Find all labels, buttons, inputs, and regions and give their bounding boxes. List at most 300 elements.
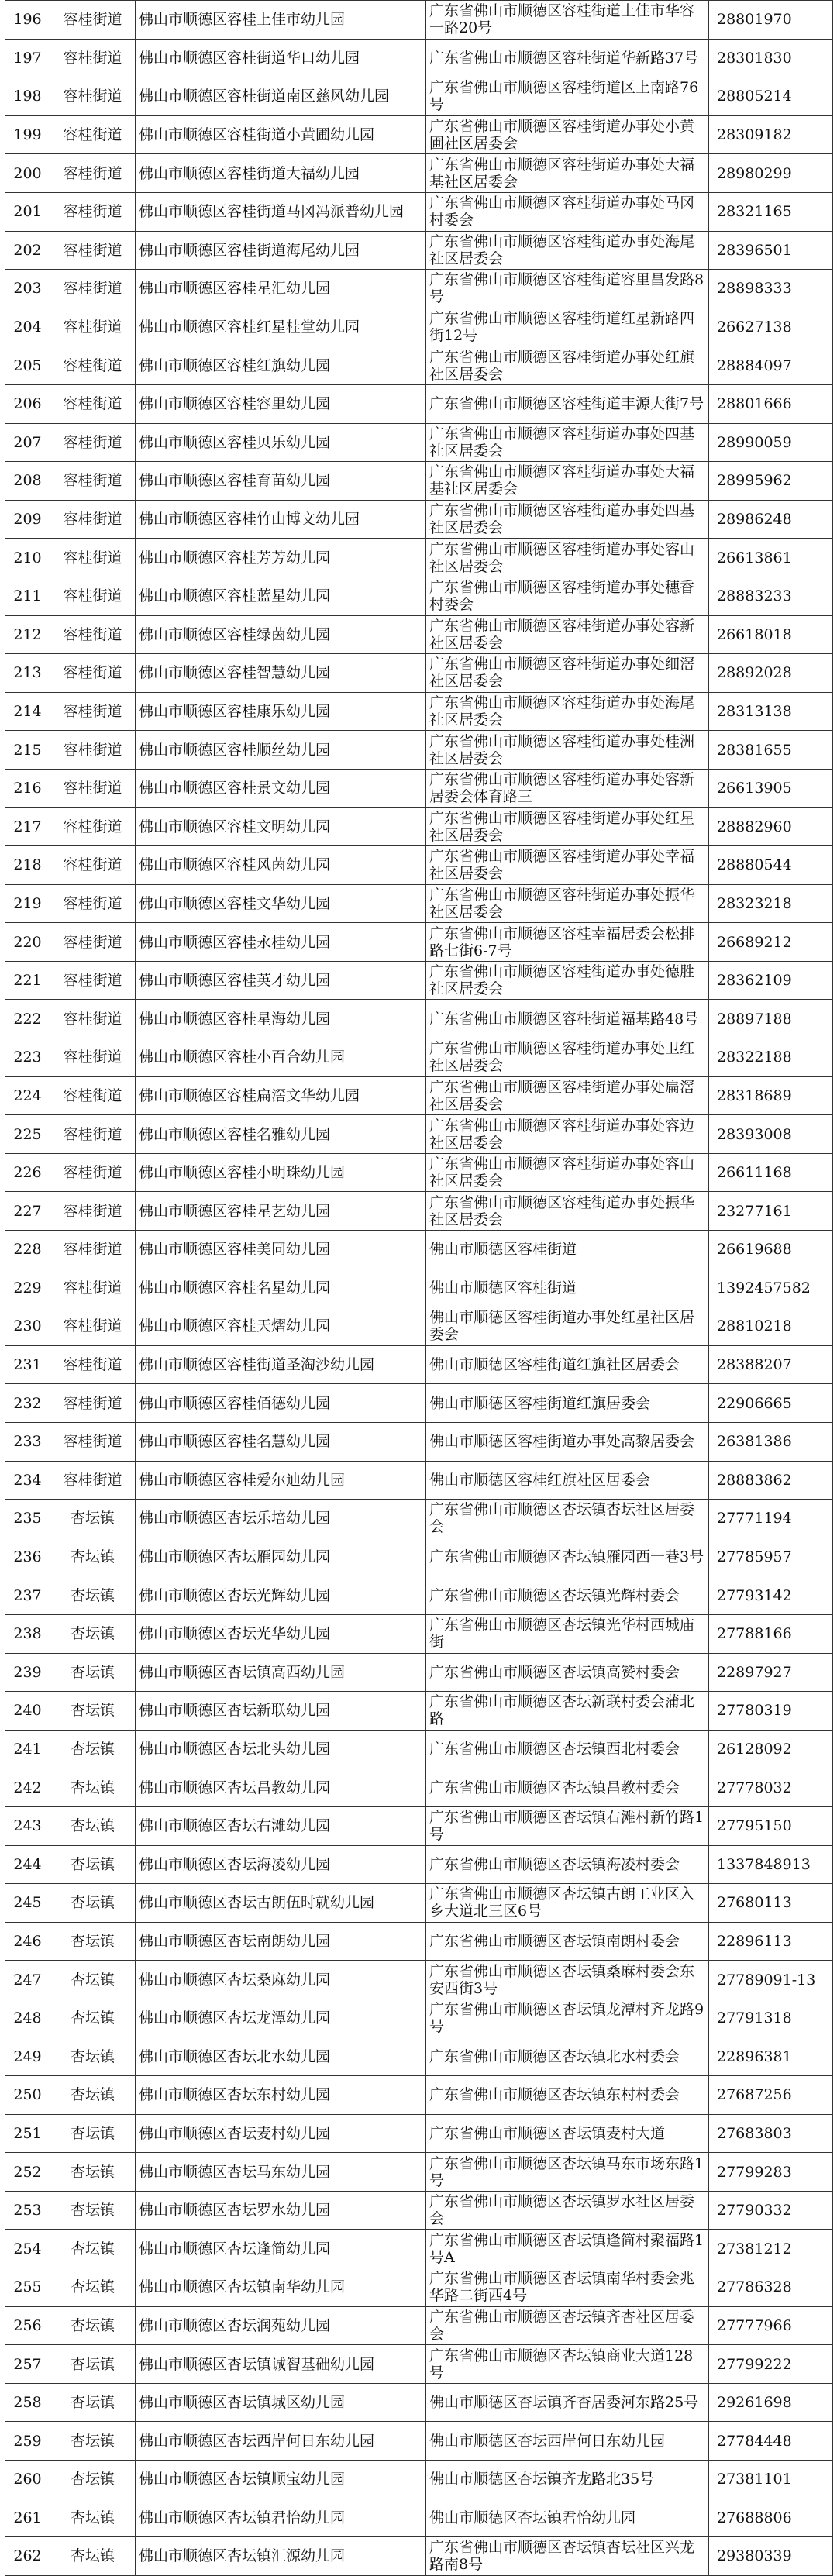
- kindergarten-name-cell: 佛山市顺德区杏坛润苑幼儿园: [136, 2306, 426, 2345]
- street-cell: 容桂街道: [50, 384, 136, 423]
- table-row: [5, 77, 833, 116]
- kindergarten-name-cell: 佛山市顺德区杏坛镇汇源幼儿园: [136, 2537, 426, 2576]
- address-cell: 佛山市顺德区杏坛镇齐龙路北35号: [426, 2461, 709, 2499]
- address-cell: 广东省佛山市顺德区杏坛镇右滩村新竹路1号: [426, 1806, 709, 1845]
- kindergarten-name-cell: 佛山市顺德区容桂小百合幼儿园: [136, 1038, 426, 1077]
- table-row: [5, 2461, 833, 2499]
- table-row: [5, 1422, 833, 1461]
- kindergarten-name-cell: 佛山市顺德区容桂竹山博文幼儿园: [136, 500, 426, 539]
- street-cell: 容桂街道: [50, 77, 136, 116]
- row-number-cell: 210: [5, 539, 50, 577]
- address-cell: 广东省佛山市顺德区容桂街道办事处容边社区居委会: [426, 1115, 709, 1154]
- address-cell: 广东省佛山市顺德区杏坛镇高赞村委会: [426, 1653, 709, 1692]
- row-number-cell: 251: [5, 2114, 50, 2153]
- row-number-cell: 218: [5, 846, 50, 885]
- phone-cell: 27683803: [709, 2114, 833, 2153]
- table-row: [5, 654, 833, 693]
- phone-cell: 29380339: [709, 2537, 833, 2576]
- kindergarten-name-cell: 佛山市顺德区杏坛新联幼儿园: [136, 1692, 426, 1731]
- street-cell: 杏坛镇: [50, 1614, 136, 1653]
- address-cell: 广东省佛山市顺德区杏坛新联村委会蒲北路: [426, 1692, 709, 1731]
- address-cell: 广东省佛山市顺德区容桂街道办事处海尾社区居委会: [426, 231, 709, 270]
- address-cell: 佛山市顺德区容桂街道红旗社区居委会: [426, 1345, 709, 1384]
- street-cell: 杏坛镇: [50, 2461, 136, 2499]
- address-cell: 广东省佛山市顺德区杏坛镇光辉村委会: [426, 1576, 709, 1615]
- phone-cell: 26128092: [709, 1730, 833, 1768]
- address-cell: 广东省佛山市顺德区容桂街道办事处细滘社区居委会: [426, 654, 709, 693]
- phone-cell: 28805214: [709, 77, 833, 116]
- phone-cell: 28321165: [709, 192, 833, 231]
- table-row: [5, 1692, 833, 1731]
- table-row: [5, 462, 833, 501]
- kindergarten-name-cell: 佛山市顺德区杏坛龙潭幼儿园: [136, 1999, 426, 2037]
- phone-cell: 27789091-13: [709, 1961, 833, 1999]
- street-cell: 容桂街道: [50, 961, 136, 1000]
- street-cell: 杏坛镇: [50, 1653, 136, 1692]
- row-number-cell: 208: [5, 462, 50, 501]
- street-cell: 容桂街道: [50, 1038, 136, 1077]
- phone-cell: 27785957: [709, 1538, 833, 1576]
- row-number-cell: 230: [5, 1307, 50, 1346]
- phone-cell: 28313138: [709, 692, 833, 731]
- address-cell: 广东省佛山市顺德区容桂街道办事处卫红社区居委会: [426, 1038, 709, 1077]
- street-cell: 容桂街道: [50, 1153, 136, 1192]
- table-row: [5, 1653, 833, 1692]
- phone-cell: 26689212: [709, 923, 833, 962]
- address-cell: 佛山市顺德区杏坛镇齐杏居委河东路25号: [426, 2383, 709, 2422]
- table-row: [5, 2345, 833, 2384]
- street-cell: 容桂街道: [50, 346, 136, 385]
- row-number-cell: 226: [5, 1153, 50, 1192]
- phone-cell: 27687256: [709, 2076, 833, 2115]
- kindergarten-name-cell: 佛山市顺德区容桂美同幼儿园: [136, 1231, 426, 1269]
- address-cell: 广东省佛山市顺德区容桂街道办事处桂洲社区居委会: [426, 731, 709, 770]
- row-number-cell: 199: [5, 115, 50, 154]
- phone-cell: 22906665: [709, 1384, 833, 1423]
- row-number-cell: 247: [5, 1961, 50, 1999]
- table-row: [5, 2422, 833, 2461]
- phone-cell: 22897927: [709, 1653, 833, 1692]
- phone-cell: 28883862: [709, 1461, 833, 1500]
- table-row: [5, 2499, 833, 2537]
- address-cell: 广东省佛山市顺德区容桂街道办事处容山社区居委会: [426, 539, 709, 577]
- street-cell: 容桂街道: [50, 1307, 136, 1346]
- row-number-cell: 216: [5, 769, 50, 808]
- street-cell: 杏坛镇: [50, 1538, 136, 1576]
- address-cell: 广东省佛山市顺德区容桂街道办事处振华社区居委会: [426, 1192, 709, 1231]
- table-row: [5, 39, 833, 77]
- kindergarten-name-cell: 佛山市顺德区容桂星汇幼儿园: [136, 270, 426, 308]
- row-number-cell: 197: [5, 39, 50, 77]
- row-number-cell: 240: [5, 1692, 50, 1731]
- street-cell: 容桂街道: [50, 1000, 136, 1038]
- phone-cell: 28883233: [709, 577, 833, 615]
- street-cell: 容桂街道: [50, 115, 136, 154]
- kindergarten-name-cell: 佛山市顺德区容桂扁滘文华幼儿园: [136, 1076, 426, 1115]
- street-cell: 杏坛镇: [50, 2345, 136, 2384]
- street-cell: 杏坛镇: [50, 1692, 136, 1731]
- table-row: [5, 2191, 833, 2230]
- table-row: [5, 1614, 833, 1653]
- address-cell: 广东省佛山市顺德区容桂街道办事处容新社区居委会: [426, 615, 709, 654]
- address-cell: 广东省佛山市顺德区容桂街道区上南路76号: [426, 77, 709, 116]
- row-number-cell: 234: [5, 1461, 50, 1500]
- table-row: [5, 1768, 833, 1807]
- street-cell: 容桂街道: [50, 39, 136, 77]
- table-row: [5, 1538, 833, 1576]
- row-number-cell: 200: [5, 154, 50, 193]
- address-cell: 广东省佛山市顺德区杏坛镇海凌村委会: [426, 1845, 709, 1884]
- row-number-cell: 228: [5, 1231, 50, 1269]
- phone-cell: 27793142: [709, 1576, 833, 1615]
- row-number-cell: 214: [5, 692, 50, 731]
- street-cell: 杏坛镇: [50, 2114, 136, 2153]
- row-number-cell: 203: [5, 270, 50, 308]
- table-row: [5, 384, 833, 423]
- street-cell: 杏坛镇: [50, 1768, 136, 1807]
- street-cell: 容桂街道: [50, 692, 136, 731]
- phone-cell: 27771194: [709, 1500, 833, 1538]
- street-cell: 杏坛镇: [50, 2268, 136, 2307]
- street-cell: 容桂街道: [50, 884, 136, 923]
- kindergarten-name-cell: 佛山市顺德区容桂顺丝幼儿园: [136, 731, 426, 770]
- address-cell: 广东省佛山市顺德区杏坛镇齐杏社区居委会: [426, 2306, 709, 2345]
- address-cell: 佛山市顺德区容桂街道: [426, 1231, 709, 1269]
- kindergarten-name-cell: 佛山市顺德区杏坛镇君怡幼儿园: [136, 2499, 426, 2537]
- street-cell: 杏坛镇: [50, 2537, 136, 2576]
- phone-cell: 28309182: [709, 115, 833, 154]
- row-number-cell: 207: [5, 423, 50, 462]
- table-row: [5, 346, 833, 385]
- row-number-cell: 239: [5, 1653, 50, 1692]
- table-row: [5, 731, 833, 770]
- kindergarten-name-cell: 佛山市顺德区容桂容里幼儿园: [136, 384, 426, 423]
- table-row: [5, 1961, 833, 1999]
- phone-cell: 27791318: [709, 1999, 833, 2037]
- street-cell: 容桂街道: [50, 423, 136, 462]
- phone-cell: 1392457582: [709, 1269, 833, 1307]
- street-cell: 容桂街道: [50, 1231, 136, 1269]
- row-number-cell: 241: [5, 1730, 50, 1768]
- street-cell: 容桂街道: [50, 1076, 136, 1115]
- kindergarten-name-cell: 佛山市顺德区容桂贝乐幼儿园: [136, 423, 426, 462]
- row-number-cell: 227: [5, 1192, 50, 1231]
- phone-cell: 26613861: [709, 539, 833, 577]
- address-cell: 广东省佛山市顺德区杏坛镇杏坛社区居委会: [426, 1500, 709, 1538]
- street-cell: 容桂街道: [50, 654, 136, 693]
- address-cell: 广东省佛山市顺德区杏坛镇北水村委会: [426, 2037, 709, 2076]
- row-number-cell: 236: [5, 1538, 50, 1576]
- kindergarten-name-cell: 佛山市顺德区杏坛右滩幼儿园: [136, 1806, 426, 1845]
- table-row: [5, 923, 833, 962]
- street-cell: 杏坛镇: [50, 2153, 136, 2192]
- row-number-cell: 243: [5, 1806, 50, 1845]
- table-row: [5, 1884, 833, 1923]
- row-number-cell: 223: [5, 1038, 50, 1077]
- phone-cell: 22896113: [709, 1922, 833, 1961]
- kindergarten-name-cell: 佛山市顺德区杏坛镇高西幼儿园: [136, 1653, 426, 1692]
- table-row: [5, 1806, 833, 1845]
- kindergarten-name-cell: 佛山市顺德区杏坛东村幼儿园: [136, 2076, 426, 2115]
- phone-cell: 27778032: [709, 1768, 833, 1807]
- street-cell: 杏坛镇: [50, 1845, 136, 1884]
- address-cell: 广东省佛山市顺德区容桂街道办事处小黄圃社区居委会: [426, 115, 709, 154]
- phone-cell: 27381101: [709, 2461, 833, 2499]
- table-row: [5, 884, 833, 923]
- row-number-cell: 202: [5, 231, 50, 270]
- kindergarten-name-cell: 佛山市顺德区容桂名星幼儿园: [136, 1269, 426, 1307]
- row-number-cell: 252: [5, 2153, 50, 2192]
- address-cell: 广东省佛山市顺德区容桂街道办事处四基社区居委会: [426, 423, 709, 462]
- kindergarten-name-cell: 佛山市顺德区容桂名雅幼儿园: [136, 1115, 426, 1154]
- row-number-cell: 205: [5, 346, 50, 385]
- street-cell: 容桂街道: [50, 577, 136, 615]
- phone-cell: 28980299: [709, 154, 833, 193]
- table-row: [5, 1730, 833, 1768]
- address-cell: 佛山市顺德区容桂街道红旗居委会: [426, 1384, 709, 1423]
- street-cell: 容桂街道: [50, 615, 136, 654]
- table-row: [5, 692, 833, 731]
- phone-cell: 23277161: [709, 1192, 833, 1231]
- kindergarten-name-cell: 佛山市顺德区杏坛镇城区幼儿园: [136, 2383, 426, 2422]
- table-row: [5, 1231, 833, 1269]
- row-number-cell: 220: [5, 923, 50, 962]
- address-cell: 广东省佛山市顺德区杏坛镇南华村委会兆华路二街西4号: [426, 2268, 709, 2307]
- phone-cell: 28362109: [709, 961, 833, 1000]
- kindergarten-name-cell: 佛山市顺德区容桂文华幼儿园: [136, 884, 426, 923]
- phone-cell: 27784448: [709, 2422, 833, 2461]
- address-cell: 广东省佛山市顺德区容桂街道福基路48号: [426, 1000, 709, 1038]
- table-row: [5, 1153, 833, 1192]
- street-cell: 杏坛镇: [50, 2499, 136, 2537]
- phone-cell: 28990059: [709, 423, 833, 462]
- table-row: [5, 539, 833, 577]
- kindergarten-name-cell: 佛山市顺德区杏坛北水幼儿园: [136, 2037, 426, 2076]
- address-cell: 广东省佛山市顺德区容桂街道办事处容新居委会体育路三: [426, 769, 709, 808]
- kindergarten-name-cell: 佛山市顺德区容桂永桂幼儿园: [136, 923, 426, 962]
- table-row: [5, 1384, 833, 1423]
- phone-cell: 28810218: [709, 1307, 833, 1346]
- street-cell: 容桂街道: [50, 539, 136, 577]
- table-row: [5, 192, 833, 231]
- phone-cell: 26611168: [709, 1153, 833, 1192]
- kindergarten-name-cell: 佛山市顺德区杏坛昌教幼儿园: [136, 1768, 426, 1807]
- table-row: [5, 500, 833, 539]
- street-cell: 杏坛镇: [50, 1576, 136, 1615]
- kindergarten-name-cell: 佛山市顺德区容桂上佳市幼儿园: [136, 1, 426, 40]
- address-cell: 广东省佛山市顺德区容桂街道红星新路四街12号: [426, 308, 709, 346]
- phone-cell: 27795150: [709, 1806, 833, 1845]
- address-cell: 广东省佛山市顺德区杏坛镇东村村委会: [426, 2076, 709, 2115]
- street-cell: 容桂街道: [50, 1115, 136, 1154]
- kindergarten-name-cell: 佛山市顺德区杏坛麦村幼儿园: [136, 2114, 426, 2153]
- phone-cell: 28393008: [709, 1115, 833, 1154]
- row-number-cell: 257: [5, 2345, 50, 2384]
- address-cell: 广东省佛山市顺德区杏坛镇逢简村聚福路1号A: [426, 2230, 709, 2268]
- street-cell: 容桂街道: [50, 731, 136, 770]
- address-cell: 佛山市顺德区杏坛镇君怡幼儿园: [426, 2499, 709, 2537]
- address-cell: 广东省佛山市顺德区杏坛镇杏坛社区兴龙路南8号: [426, 2537, 709, 2576]
- street-cell: 容桂街道: [50, 154, 136, 193]
- address-cell: 广东省佛山市顺德区容桂街道办事处四基社区居委会: [426, 500, 709, 539]
- street-cell: 杏坛镇: [50, 1922, 136, 1961]
- table-row: [5, 808, 833, 846]
- address-cell: 广东省佛山市顺德区杏坛镇麦村大道: [426, 2114, 709, 2153]
- table-row: [5, 2114, 833, 2153]
- address-cell: 广东省佛山市顺德区容桂街道办事处大福基社区居委会: [426, 462, 709, 501]
- address-cell: 佛山市顺德区杏坛西岸何日东幼儿园: [426, 2422, 709, 2461]
- table-row: [5, 577, 833, 615]
- street-cell: 杏坛镇: [50, 1999, 136, 2037]
- phone-cell: 26627138: [709, 308, 833, 346]
- table-row: [5, 615, 833, 654]
- kindergarten-name-cell: 佛山市顺德区容桂育苗幼儿园: [136, 462, 426, 501]
- row-number-cell: 250: [5, 2076, 50, 2115]
- kindergarten-name-cell: 佛山市顺德区杏坛镇南华幼儿园: [136, 2268, 426, 2307]
- kindergarten-name-cell: 佛山市顺德区容桂街道马冈冯派普幼儿园: [136, 192, 426, 231]
- address-cell: 广东省佛山市顺德区容桂街道办事处红旗社区居委会: [426, 346, 709, 385]
- table-row: [5, 2268, 833, 2307]
- kindergarten-name-cell: 佛山市顺德区杏坛逢简幼儿园: [136, 2230, 426, 2268]
- table-row: [5, 423, 833, 462]
- phone-cell: 27777966: [709, 2306, 833, 2345]
- table-row: [5, 2537, 833, 2576]
- address-cell: 佛山市顺德区容桂街道办事处高黎居委会: [426, 1422, 709, 1461]
- table-row: [5, 308, 833, 346]
- table-row: [5, 1, 833, 40]
- phone-cell: 28801970: [709, 1, 833, 40]
- row-number-cell: 242: [5, 1768, 50, 1807]
- phone-cell: 27680113: [709, 1884, 833, 1923]
- kindergarten-name-cell: 佛山市顺德区容桂小明珠幼儿园: [136, 1153, 426, 1192]
- table-row: [5, 1307, 833, 1346]
- row-number-cell: 254: [5, 2230, 50, 2268]
- kindergarten-name-cell: 佛山市顺德区容桂街道华口幼儿园: [136, 39, 426, 77]
- table-row: [5, 1038, 833, 1077]
- row-number-cell: 262: [5, 2537, 50, 2576]
- address-cell: 佛山市顺德区容桂街道: [426, 1269, 709, 1307]
- row-number-cell: 206: [5, 384, 50, 423]
- address-cell: 广东省佛山市顺德区杏坛镇昌教村委会: [426, 1768, 709, 1807]
- row-number-cell: 249: [5, 2037, 50, 2076]
- kindergarten-name-cell: 佛山市顺德区容桂爱尔迪幼儿园: [136, 1461, 426, 1500]
- address-cell: 广东省佛山市顺德区容桂街道办事处幸福社区居委会: [426, 846, 709, 885]
- kindergarten-name-cell: 佛山市顺德区容桂街道大福幼儿园: [136, 154, 426, 193]
- row-number-cell: 213: [5, 654, 50, 693]
- table-row: [5, 1576, 833, 1615]
- row-number-cell: 256: [5, 2306, 50, 2345]
- phone-cell: 26613905: [709, 769, 833, 808]
- table-row: [5, 846, 833, 885]
- street-cell: 容桂街道: [50, 1461, 136, 1500]
- address-cell: 广东省佛山市顺德区杏坛镇马东市场东路1号: [426, 2153, 709, 2192]
- phone-cell: 27780319: [709, 1692, 833, 1731]
- kindergarten-name-cell: 佛山市顺德区杏坛古朗伍时就幼儿园: [136, 1884, 426, 1923]
- row-number-cell: 255: [5, 2268, 50, 2307]
- row-number-cell: 219: [5, 884, 50, 923]
- row-number-cell: 225: [5, 1115, 50, 1154]
- street-cell: 容桂街道: [50, 192, 136, 231]
- street-cell: 容桂街道: [50, 1422, 136, 1461]
- address-cell: 广东省佛山市顺德区杏坛镇光华村西城庙街: [426, 1614, 709, 1653]
- street-cell: 容桂街道: [50, 1192, 136, 1231]
- kindergarten-name-cell: 佛山市顺德区杏坛雁园幼儿园: [136, 1538, 426, 1576]
- row-number-cell: 231: [5, 1345, 50, 1384]
- street-cell: 容桂街道: [50, 1269, 136, 1307]
- table-row: [5, 1845, 833, 1884]
- street-cell: 杏坛镇: [50, 1806, 136, 1845]
- address-cell: 广东省佛山市顺德区杏坛镇龙潭村齐龙路9号: [426, 1999, 709, 2037]
- phone-cell: 28882960: [709, 808, 833, 846]
- kindergarten-name-cell: 佛山市顺德区杏坛光华幼儿园: [136, 1614, 426, 1653]
- kindergarten-name-cell: 佛山市顺德区杏坛乐培幼儿园: [136, 1500, 426, 1538]
- address-cell: 广东省佛山市顺德区杏坛镇雁园西一巷3号: [426, 1538, 709, 1576]
- row-number-cell: 211: [5, 577, 50, 615]
- address-cell: 广东省佛山市顺德区容桂街道办事处马冈村委会: [426, 192, 709, 231]
- row-number-cell: 224: [5, 1076, 50, 1115]
- kindergarten-name-cell: 佛山市顺德区容桂智慧幼儿园: [136, 654, 426, 693]
- phone-cell: 28381655: [709, 731, 833, 770]
- row-number-cell: 204: [5, 308, 50, 346]
- kindergarten-name-cell: 佛山市顺德区杏坛罗水幼儿园: [136, 2191, 426, 2230]
- address-cell: 佛山市顺德区容桂红旗社区居委会: [426, 1461, 709, 1500]
- table-row: [5, 270, 833, 308]
- table-row: [5, 769, 833, 808]
- street-cell: 杏坛镇: [50, 2383, 136, 2422]
- address-cell: 广东省佛山市顺德区容桂街道办事处穗香村委会: [426, 577, 709, 615]
- address-cell: 广东省佛山市顺德区容桂幸福居委会松排路七街6-7号: [426, 923, 709, 962]
- phone-cell: 27786328: [709, 2268, 833, 2307]
- phone-cell: 27688806: [709, 2499, 833, 2537]
- table-row: [5, 961, 833, 1000]
- street-cell: 杏坛镇: [50, 2306, 136, 2345]
- street-cell: 杏坛镇: [50, 2230, 136, 2268]
- kindergarten-name-cell: 佛山市顺德区容桂蓝星幼儿园: [136, 577, 426, 615]
- kindergarten-name-cell: 佛山市顺德区杏坛镇诚智基础幼儿园: [136, 2345, 426, 2384]
- phone-cell: 28897188: [709, 1000, 833, 1038]
- street-cell: 容桂街道: [50, 769, 136, 808]
- phone-cell: 28301830: [709, 39, 833, 77]
- kindergarten-name-cell: 佛山市顺德区容桂街道小黄圃幼儿园: [136, 115, 426, 154]
- row-number-cell: 212: [5, 615, 50, 654]
- phone-cell: 28995962: [709, 462, 833, 501]
- table-row: [5, 1192, 833, 1231]
- row-number-cell: 198: [5, 77, 50, 116]
- address-cell: 广东省佛山市顺德区杏坛镇南朗村委会: [426, 1922, 709, 1961]
- phone-cell: 28388207: [709, 1345, 833, 1384]
- address-cell: 广东省佛山市顺德区容桂街道办事处红星社区居委会: [426, 808, 709, 846]
- phone-cell: 28801666: [709, 384, 833, 423]
- address-cell: 广东省佛山市顺德区容桂街道办事处大福基社区居委会: [426, 154, 709, 193]
- address-cell: 广东省佛山市顺德区容桂街道办事处扁滘社区居委会: [426, 1076, 709, 1115]
- table-row: [5, 2076, 833, 2115]
- table-row: [5, 2230, 833, 2268]
- street-cell: 容桂街道: [50, 846, 136, 885]
- address-cell: 广东省佛山市顺德区杏坛镇西北村委会: [426, 1730, 709, 1768]
- table-row: [5, 1999, 833, 2037]
- table-row: [5, 2037, 833, 2076]
- street-cell: 容桂街道: [50, 500, 136, 539]
- kindergarten-name-cell: 佛山市顺德区容桂景文幼儿园: [136, 769, 426, 808]
- table-row: [5, 1269, 833, 1307]
- kindergarten-name-cell: 佛山市顺德区容桂街道海尾幼儿园: [136, 231, 426, 270]
- kindergarten-name-cell: 佛山市顺德区杏坛西岸何日东幼儿园: [136, 2422, 426, 2461]
- table-row: [5, 2306, 833, 2345]
- row-number-cell: 232: [5, 1384, 50, 1423]
- street-cell: 杏坛镇: [50, 2422, 136, 2461]
- kindergarten-name-cell: 佛山市顺德区容桂英才幼儿园: [136, 961, 426, 1000]
- row-number-cell: 201: [5, 192, 50, 231]
